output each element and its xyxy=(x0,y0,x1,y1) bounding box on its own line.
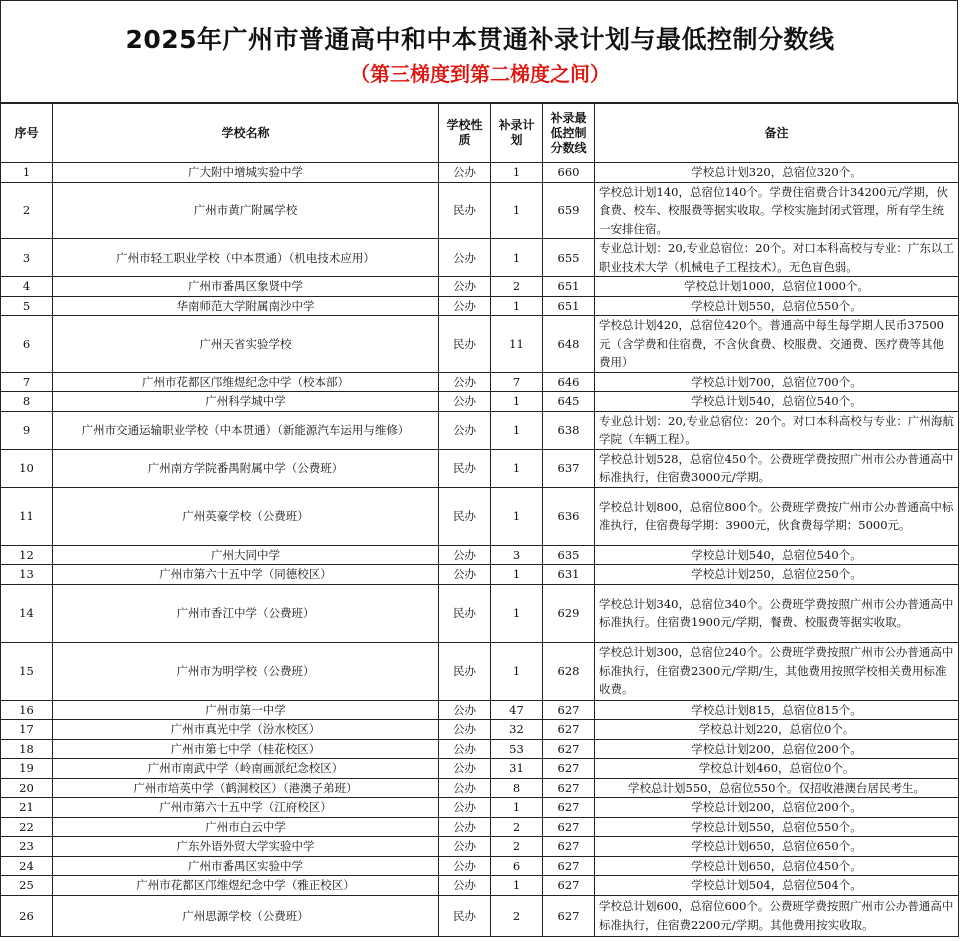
cell-min-score: 628 xyxy=(543,642,595,700)
cell-school-name: 广州科学城中学 xyxy=(53,392,439,412)
cell-no: 18 xyxy=(1,739,53,759)
cell-school-name: 华南师范大学附属南沙中学 xyxy=(53,296,439,316)
cell-school-type: 民办 xyxy=(439,182,491,239)
cell-plan: 1 xyxy=(491,449,543,487)
cell-min-score: 655 xyxy=(543,239,595,277)
page-title: 2025年广州市普通高中和中本贯通补录计划与最低控制分数线 xyxy=(125,25,835,54)
cell-school-type: 公办 xyxy=(439,798,491,818)
cell-school-name: 广州市白云中学 xyxy=(53,817,439,837)
cell-school-name: 广州市黄广附属学校 xyxy=(53,182,439,239)
cell-note: 学校总计划650，总宿位450个。 xyxy=(595,856,959,876)
table-row xyxy=(1,296,959,316)
cell-min-score: 627 xyxy=(543,759,595,779)
cell-school-type: 公办 xyxy=(439,876,491,896)
cell-no: 12 xyxy=(1,545,53,565)
cell-note: 学校总计划320，总宿位320个。 xyxy=(595,163,959,183)
cell-plan: 2 xyxy=(491,817,543,837)
table-row xyxy=(1,739,959,759)
cell-school-name: 广州市第七中学（桂花校区） xyxy=(53,739,439,759)
cell-plan: 1 xyxy=(491,296,543,316)
cell-min-score: 636 xyxy=(543,487,595,545)
cell-plan: 1 xyxy=(491,584,543,642)
cell-plan: 8 xyxy=(491,778,543,798)
cell-min-score: 629 xyxy=(543,584,595,642)
cell-school-type: 公办 xyxy=(439,837,491,857)
cell-min-score: 645 xyxy=(543,392,595,412)
cell-no: 10 xyxy=(1,449,53,487)
table-row xyxy=(1,487,959,545)
cell-school-name: 广东外语外贸大学实验中学 xyxy=(53,837,439,857)
cell-school-type: 公办 xyxy=(439,372,491,392)
cell-school-name: 广州市轻工职业学校（中本贯通）（机电技术应用） xyxy=(53,239,439,277)
table-row xyxy=(1,277,959,297)
cell-note: 学校总计划250，总宿位250个。 xyxy=(595,565,959,585)
header-note: 备注 xyxy=(595,104,959,163)
cell-school-type: 公办 xyxy=(439,759,491,779)
cell-min-score: 638 xyxy=(543,411,595,449)
table-row xyxy=(1,545,959,565)
cell-plan: 2 xyxy=(491,277,543,297)
cell-note: 学校总计划800，总宿位800个。公费班学费按广州市公办普通高中标准执行，住宿费每学期：3900元，伙食费每学期：5000元。 xyxy=(595,487,959,545)
cell-school-name: 广大附中增城实验中学 xyxy=(53,163,439,183)
cell-note: 学校总计划540，总宿位540个。 xyxy=(595,545,959,565)
cell-note: 学校总计划550，总宿位550个。 xyxy=(595,296,959,316)
cell-plan: 1 xyxy=(491,798,543,818)
cell-school-name: 广州市番禺区实验中学 xyxy=(53,856,439,876)
cell-plan: 1 xyxy=(491,565,543,585)
cell-school-type: 公办 xyxy=(439,817,491,837)
header-name: 学校名称 xyxy=(53,104,439,163)
cell-plan: 11 xyxy=(491,316,543,373)
cell-plan: 1 xyxy=(491,642,543,700)
cell-no: 16 xyxy=(1,700,53,720)
cell-min-score: 631 xyxy=(543,565,595,585)
cell-school-name: 广州市花都区邝维煜纪念中学（校本部） xyxy=(53,372,439,392)
cell-no: 19 xyxy=(1,759,53,779)
cell-note: 专业总计划：20,专业总宿位：20个。对口本科高校与专业：广东以工职业技术大学（机械电子工程技术）。无色盲色弱。 xyxy=(595,239,959,277)
cell-no: 8 xyxy=(1,392,53,412)
cell-min-score: 627 xyxy=(543,856,595,876)
table-row xyxy=(1,316,959,373)
cell-school-name: 广州市第一中学 xyxy=(53,700,439,720)
table-row xyxy=(1,372,959,392)
header-type: 学校性质 xyxy=(439,104,491,163)
table-body xyxy=(1,163,959,937)
cell-school-type: 公办 xyxy=(439,739,491,759)
cell-school-type: 公办 xyxy=(439,239,491,277)
cell-min-score: 627 xyxy=(543,778,595,798)
table-row xyxy=(1,584,959,642)
cell-no: 9 xyxy=(1,411,53,449)
header-plan: 补录计划 xyxy=(491,104,543,163)
cell-school-type: 民办 xyxy=(439,487,491,545)
cell-min-score: 627 xyxy=(543,720,595,740)
cell-school-name: 广州市第六十五中学（江府校区） xyxy=(53,798,439,818)
cell-no: 26 xyxy=(1,895,53,936)
cell-plan: 6 xyxy=(491,856,543,876)
cell-no: 1 xyxy=(1,163,53,183)
table-row xyxy=(1,720,959,740)
cell-school-type: 公办 xyxy=(439,720,491,740)
table-row xyxy=(1,392,959,412)
cell-plan: 3 xyxy=(491,545,543,565)
table-row xyxy=(1,642,959,700)
cell-plan: 1 xyxy=(491,487,543,545)
cell-min-score: 627 xyxy=(543,895,595,936)
cell-plan: 2 xyxy=(491,895,543,936)
cell-min-score: 660 xyxy=(543,163,595,183)
cell-plan: 31 xyxy=(491,759,543,779)
cell-note: 学校总计划700，总宿位700个。 xyxy=(595,372,959,392)
cell-min-score: 659 xyxy=(543,182,595,239)
cell-school-type: 民办 xyxy=(439,449,491,487)
table-row xyxy=(1,856,959,876)
cell-no: 13 xyxy=(1,565,53,585)
cell-no: 23 xyxy=(1,837,53,857)
cell-plan: 32 xyxy=(491,720,543,740)
table-row xyxy=(1,759,959,779)
table-row xyxy=(1,817,959,837)
cell-no: 2 xyxy=(1,182,53,239)
cell-plan: 1 xyxy=(491,239,543,277)
cell-min-score: 627 xyxy=(543,876,595,896)
cell-plan: 1 xyxy=(491,163,543,183)
cell-school-type: 公办 xyxy=(439,296,491,316)
table-row xyxy=(1,876,959,896)
cell-school-name: 广州天省实验学校 xyxy=(53,316,439,373)
cell-no: 14 xyxy=(1,584,53,642)
cell-min-score: 627 xyxy=(543,798,595,818)
cell-no: 24 xyxy=(1,856,53,876)
cell-plan: 1 xyxy=(491,876,543,896)
cell-school-type: 民办 xyxy=(439,584,491,642)
cell-min-score: 651 xyxy=(543,277,595,297)
cell-note: 学校总计划550，总宿位550个。仅招收港澳台居民考生。 xyxy=(595,778,959,798)
cell-note: 学校总计划200，总宿位200个。 xyxy=(595,739,959,759)
cell-plan: 47 xyxy=(491,700,543,720)
table-row xyxy=(1,837,959,857)
cell-note: 学校总计划550，总宿位550个。 xyxy=(595,817,959,837)
cell-note: 专业总计划：20,专业总宿位：20个。对口本科高校与专业：广州海航学院（车辆工程）。 xyxy=(595,411,959,449)
cell-school-name: 广州市香江中学（公费班） xyxy=(53,584,439,642)
cell-note: 学校总计划540，总宿位540个。 xyxy=(595,392,959,412)
cell-note: 学校总计划650，总宿位650个。 xyxy=(595,837,959,857)
cell-note: 学校总计划220，总宿位0个。 xyxy=(595,720,959,740)
cell-school-name: 广州市培英中学（鹤洞校区）（港澳子弟班） xyxy=(53,778,439,798)
cell-min-score: 646 xyxy=(543,372,595,392)
cell-school-name: 广州市第六十五中学（同德校区） xyxy=(53,565,439,585)
cell-plan: 53 xyxy=(491,739,543,759)
cell-no: 4 xyxy=(1,277,53,297)
table-row xyxy=(1,700,959,720)
cell-min-score: 637 xyxy=(543,449,595,487)
table-row xyxy=(1,798,959,818)
cell-school-name: 广州市花都区邝维煜纪念中学（雅正校区） xyxy=(53,876,439,896)
cell-note: 学校总计划420，总宿位420个。普通高中每生每学期人民币37500元（含学费和住宿费，不含伙食费、校服费、交通费、医疗费等其他费用） xyxy=(595,316,959,373)
cell-min-score: 627 xyxy=(543,739,595,759)
cell-school-type: 公办 xyxy=(439,163,491,183)
cell-no: 20 xyxy=(1,778,53,798)
header-no: 序号 xyxy=(1,104,53,163)
cell-min-score: 648 xyxy=(543,316,595,373)
page-subtitle: （第三梯度到第二梯度之间） xyxy=(350,62,610,86)
cell-no: 17 xyxy=(1,720,53,740)
cell-note: 学校总计划300，总宿位240个。公费班学费按照广州市公办普通高中标准执行，住宿费2300元/学期/生，其他费用按照学校相关费用标准收费。 xyxy=(595,642,959,700)
admission-table xyxy=(0,103,959,937)
cell-school-type: 公办 xyxy=(439,411,491,449)
cell-min-score: 627 xyxy=(543,837,595,857)
cell-school-type: 民办 xyxy=(439,316,491,373)
cell-school-name: 广州南方学院番禺附属中学（公费班） xyxy=(53,449,439,487)
cell-school-type: 民办 xyxy=(439,895,491,936)
cell-school-name: 广州英豪学校（公费班） xyxy=(53,487,439,545)
cell-note: 学校总计划815，总宿位815个。 xyxy=(595,700,959,720)
cell-school-name: 广州市南武中学（岭南画派纪念校区） xyxy=(53,759,439,779)
table-row xyxy=(1,895,959,936)
table-row xyxy=(1,411,959,449)
cell-school-name: 广州市交通运输职业学校（中本贯通）（新能源汽车运用与维修） xyxy=(53,411,439,449)
table-row xyxy=(1,163,959,183)
cell-school-name: 广州市真光中学（汾水校区） xyxy=(53,720,439,740)
cell-note: 学校总计划504，总宿位504个。 xyxy=(595,876,959,896)
table-row xyxy=(1,449,959,487)
table-row xyxy=(1,182,959,239)
cell-min-score: 651 xyxy=(543,296,595,316)
cell-no: 25 xyxy=(1,876,53,896)
cell-school-type: 公办 xyxy=(439,277,491,297)
cell-school-name: 广州大同中学 xyxy=(53,545,439,565)
cell-note: 学校总计划600，总宿位600个。公费班学费按照广州市公办普通高中标准执行，住宿费2200元/学期。其他费用按实收取。 xyxy=(595,895,959,936)
cell-plan: 1 xyxy=(491,392,543,412)
cell-school-name: 广州思源学校（公费班） xyxy=(53,895,439,936)
cell-plan: 7 xyxy=(491,372,543,392)
header-score: 补录最低控制分数线 xyxy=(543,104,595,163)
cell-plan: 1 xyxy=(491,182,543,239)
table-row xyxy=(1,565,959,585)
cell-min-score: 635 xyxy=(543,545,595,565)
cell-no: 3 xyxy=(1,239,53,277)
cell-note: 学校总计划140，总宿位140个。学费住宿费合计34200元/学期，伙食费、校车、校服费等据实收取。学校实施封闭式管理，所有学生统一安排住宿。 xyxy=(595,182,959,239)
cell-plan: 1 xyxy=(491,411,543,449)
cell-min-score: 627 xyxy=(543,817,595,837)
cell-note: 学校总计划528，总宿位450个。公费班学费按照广州市公办普通高中标准执行，住宿费3000元/学期。 xyxy=(595,449,959,487)
cell-min-score: 627 xyxy=(543,700,595,720)
cell-plan: 2 xyxy=(491,837,543,857)
cell-no: 15 xyxy=(1,642,53,700)
cell-no: 21 xyxy=(1,798,53,818)
table-row xyxy=(1,239,959,277)
cell-no: 22 xyxy=(1,817,53,837)
cell-note: 学校总计划340，总宿位340个。公费班学费按照广州市公办普通高中标准执行。住宿费1900元/学期，餐费、校服费等据实收取。 xyxy=(595,584,959,642)
cell-school-type: 民办 xyxy=(439,642,491,700)
cell-no: 6 xyxy=(1,316,53,373)
cell-note: 学校总计划1000，总宿位1000个。 xyxy=(595,277,959,297)
cell-school-type: 公办 xyxy=(439,392,491,412)
cell-school-name: 广州市番禺区象贤中学 xyxy=(53,277,439,297)
table-row xyxy=(1,778,959,798)
cell-school-type: 公办 xyxy=(439,565,491,585)
cell-no: 11 xyxy=(1,487,53,545)
cell-no: 5 xyxy=(1,296,53,316)
cell-school-type: 公办 xyxy=(439,856,491,876)
cell-no: 7 xyxy=(1,372,53,392)
cell-note: 学校总计划200，总宿位200个。 xyxy=(595,798,959,818)
cell-school-type: 公办 xyxy=(439,545,491,565)
cell-school-name: 广州市为明学校（公费班） xyxy=(53,642,439,700)
cell-note: 学校总计划460，总宿位0个。 xyxy=(595,759,959,779)
cell-school-type: 公办 xyxy=(439,700,491,720)
cell-school-type: 公办 xyxy=(439,778,491,798)
table-header-row xyxy=(1,104,959,163)
